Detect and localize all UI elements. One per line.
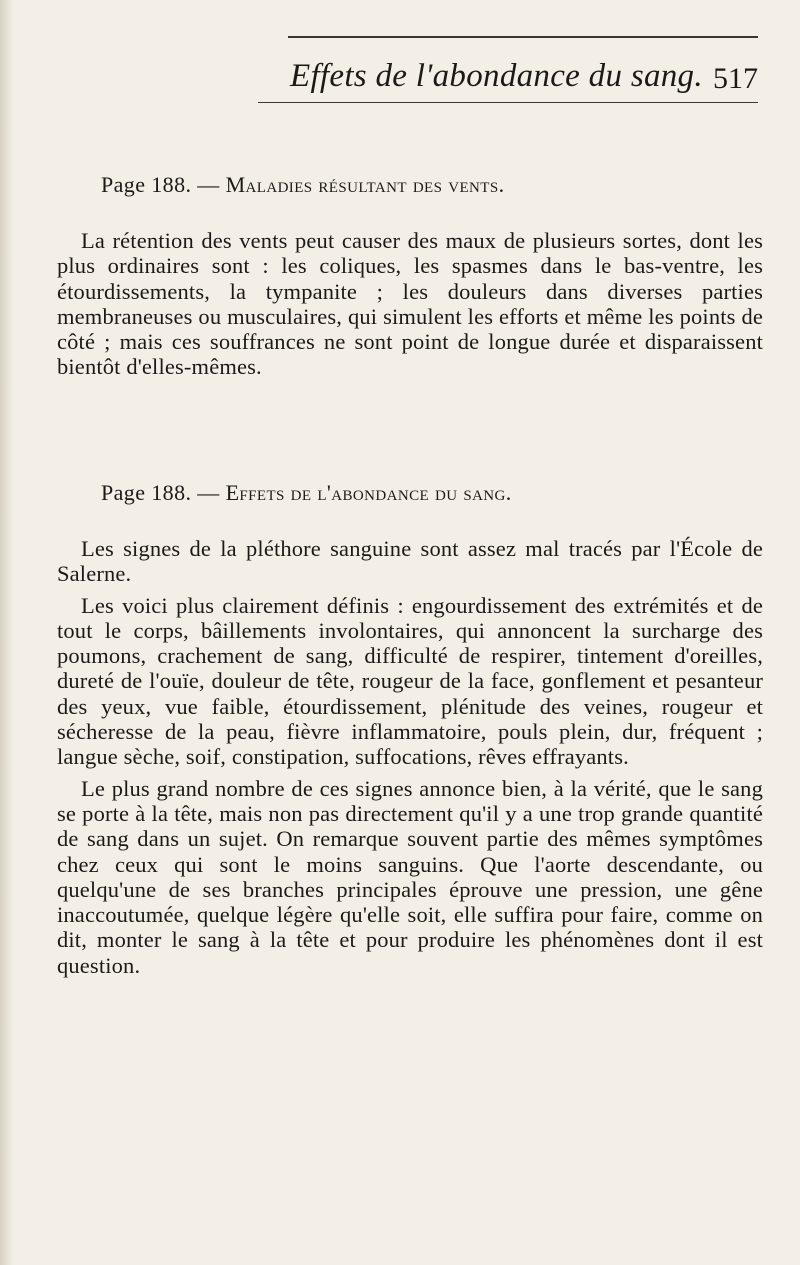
section-maladies-vents xyxy=(57,172,763,380)
paragraph: Les signes de la pléthore sanguine sont assez mal tracés par l'École de Salerne. xyxy=(57,536,763,587)
section-title-prefix: Page 188. — xyxy=(101,172,226,197)
paragraph: Les voici plus clairement définis : engourdissement des extrémités et de tout le corps, bâillements involontaires, qui annoncent la surcharge des poumons, crachement de sang, difficulté de respirer, tintement d'oreilles, dureté de l'ouïe, douleur de tête, rougeur de la face, gonflement et pesanteur des yeux, vue faible, étourdissement, plénitude des veines, rougeur et sécheresse de la peau, fièvre inflammatoire, pouls plein, dur, fréquent ; langue sèche, soif, constipation, suffocations, rêves effrayants. xyxy=(57,592,763,770)
page-gutter-shadow xyxy=(0,0,14,1265)
section-title-caps: Maladies résultant des vents. xyxy=(225,172,505,197)
page-header xyxy=(258,54,758,106)
page-number: 517 xyxy=(713,62,758,95)
section-title-caps: Effets de l'abondance du sang. xyxy=(225,480,512,505)
section-title-prefix: Page 188. — xyxy=(101,480,226,505)
section-abondance-sang xyxy=(57,480,763,978)
paragraph: La rétention des vents peut causer des maux de plusieurs sortes, dont les plus ordinaires sont : les coliques, les spasmes dans le bas-ventre, les étourdissements, la tympanite ; les douleurs dans diverses parties membraneuses ou musculaires, qui simulent les efforts et même les points de côté ; mais ces souffrances ne sont point de longue durée et disparaissent bientôt d'elles-mêmes. xyxy=(57,228,763,380)
running-head: Effets de l'abondance du sang. xyxy=(290,58,703,94)
section-title xyxy=(57,172,763,198)
top-rule xyxy=(288,36,758,38)
paragraph: Le plus grand nombre de ces signes annonce bien, à la vérité, que le sang se porte à la tête, mais non pas directement qu'il y a une trop grande quantité de sang dans un sujet. On remarque souvent partie des mêmes symptômes chez ceux qui sont le moins sanguins. Que l'aorte descendante, ou quelqu'une de ses branches principales éprouve une pression, une gêne inaccoutumée, quelque légère qu'elle soit, elle suffira pour faire, comme on dit, monter le sang à la tête et pour produire les phénomènes dont il est question. xyxy=(57,775,763,978)
header-rule xyxy=(258,102,758,103)
section-title xyxy=(57,480,763,506)
